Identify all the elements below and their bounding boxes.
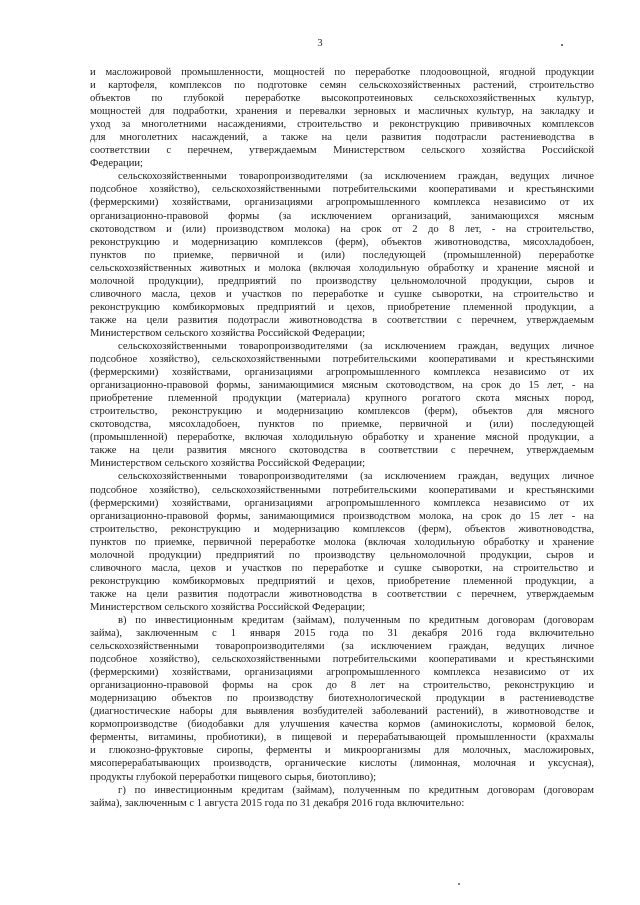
text-line: г) по инвестиционным кредитам (займам), полученным по кредитным договорам (договорам bbox=[118, 784, 594, 796]
text-line: займа), заключенным с 1 августа 2015 года по 31 декабря 2016 года включительно: bbox=[90, 797, 465, 809]
text-line: скотоводства, мясохладобоен, пунктов по приемке, первичной и (или) последующей bbox=[90, 419, 594, 431]
text-line: мясоперерабатывающих производств, органические кислоты (лимонная, молочная и уксусная), bbox=[90, 758, 594, 770]
text-line: организационно-правовой формы (за исключением организаций, занимающихся мясным bbox=[90, 210, 594, 222]
paragraph bbox=[90, 66, 594, 170]
text-line: организационно-правовой формы на срок до 8 лет на строительство, реконструкцию и bbox=[90, 680, 594, 692]
text-line: организационно-правовой формы, занимающимися производством молока, на срок до 15 лет - на bbox=[90, 510, 594, 522]
text-line: также на цели развития мясного скотоводства в соответствии с перечнем, утверждаемым bbox=[90, 445, 594, 457]
text-line: сельскохозяйственными товаропроизводителями (за исключением граждан, ведущих личное bbox=[118, 171, 594, 183]
paragraph bbox=[90, 784, 594, 810]
text-line: организационно-правовой формы, занимающимися мясным скотоводством, на срок до 15 лет, - на bbox=[90, 380, 594, 392]
text-line: сливочного масла, цехов и участков по переработке и сушке сыворотки, на строительство и bbox=[90, 562, 594, 574]
text-line: реконструкцию комбикормовых предприятий и цехов, приобретение племенной продукции, а bbox=[90, 301, 594, 313]
text-line: уход за многолетними насаждениями, строительство и реконструкцию прививочных комплексов bbox=[90, 119, 594, 131]
text-line: подсобное хозяйство), сельскохозяйственными потребительскими кооперативами и крестьянскими bbox=[90, 184, 594, 196]
text-line: для многолетних насаждений, а также на цели развития подотрасли растениеводства в bbox=[90, 132, 594, 144]
text-line: объектов по глубокой переработке высокопротеиновых сельскохозяйственных культур, bbox=[90, 93, 594, 105]
text-line: (фермерскими) хозяйствами, организациями агропромышленного комплекса независимо от их bbox=[90, 497, 594, 509]
text-line: подсобное хозяйство), сельскохозяйственными потребительскими кооперативами и крестьянскими bbox=[90, 484, 594, 496]
text-line: в) по инвестиционным кредитам (займам), полученным по кредитным договорам (договорам bbox=[118, 614, 594, 626]
paragraph bbox=[90, 614, 594, 784]
text-line: модернизацию объектов по производству биотехнологической продукции в растениеводстве bbox=[90, 693, 594, 705]
text-line: реконструкцию и модернизацию комплексов (ферм), объектов животноводства, мясохладобоен, bbox=[90, 236, 594, 248]
text-line: кормопроизводстве (биодобавки для улучшения качества кормов (аминокислоты, кормовой белок, bbox=[90, 719, 594, 731]
text-line: сельскохозяйственными товаропроизводителями (за исключением граждан, ведущих личное bbox=[118, 340, 594, 352]
text-line: пунктов по приемке, первичной и (или) последующей (промышленной) переработке bbox=[90, 249, 594, 261]
text-line: соответствии с перечнем, утверждаемым Министерством сельского хозяйства Российской bbox=[90, 145, 594, 157]
text-line: пунктов по приемке, первичной переработке молока (включая холодильную обработку и хранение bbox=[90, 536, 594, 548]
text-line: сливочного масла, цехов и участков по переработке и сушке сыворотки, на строительство и bbox=[90, 288, 594, 300]
text-line: подсобное хозяйство), сельскохозяйственными потребительскими кооперативами и крестьянскими bbox=[90, 654, 594, 666]
text-line: сельскохозяйственных животных и молока (включая холодильную обработку и хранение мясной и bbox=[90, 262, 594, 274]
text-line: мощностей для подработки, хранения и перевалки зерновых и масличных культур, на закладку и bbox=[90, 106, 594, 118]
text-line: Министерством сельского хозяйства Российской Федерации; bbox=[90, 601, 366, 613]
text-line: строительство, реконструкцию и модернизацию комплексов (ферм), объектов для мясного bbox=[90, 406, 594, 418]
text-line: реконструкцию комбикормовых предприятий и цехов, приобретение племенной продукции, а bbox=[90, 575, 594, 587]
text-line: и масложировой промышленности, мощностей по переработке плодоовощной, ягодной продукции bbox=[90, 67, 594, 78]
text-line: также на цели развития подотрасли животноводства в соответствии с перечнем, утверждаемым bbox=[90, 314, 594, 326]
text-line: (фермерскими) хозяйствами, организациями агропромышленного комплекса независимо от их bbox=[90, 367, 594, 379]
text-line: (промышленной) переработке, включая холодильную обработку и хранение мясной продукции, а bbox=[90, 432, 594, 444]
text-line: подсобное хозяйство), сельскохозяйственными потребительскими кооперативами и крестьянскими bbox=[90, 354, 594, 366]
paragraph bbox=[90, 170, 594, 340]
page-number: 3 bbox=[317, 38, 323, 49]
document-body bbox=[90, 66, 594, 810]
text-line: и глюкозно-фруктовые сиропы, ферменты и микроорганизмы для молочных, масложировых, bbox=[90, 745, 594, 757]
text-line: займа), заключенным с 1 января 2015 года по 31 декабря 2016 года включительно bbox=[90, 628, 594, 640]
text-line: Федерации; bbox=[90, 158, 143, 170]
text-line: также на цели развития подотрасли животноводства в соответствии с перечнем, утверждаемым bbox=[90, 588, 594, 600]
paragraph bbox=[90, 340, 594, 470]
text-line: ферменты, витамины, пробиотики), в пищевой и перерабатывающей промышленности (крахмалы bbox=[90, 732, 594, 744]
text-line: молочной продукции), предприятий по производству цельномолочной продукции, сыров и bbox=[90, 275, 594, 287]
scan-speck bbox=[458, 883, 460, 885]
text-line: (диагностические наборы для выявления возбудителей заболеваний растений), в животноводстве и bbox=[90, 706, 594, 718]
text-line: молочной продукции) предприятий по производству цельномолочной продукции, сыров и bbox=[90, 549, 594, 561]
scan-speck bbox=[561, 44, 563, 46]
text-line: (фермерскими) хозяйствами, организациями агропромышленного комплекса независимо от их bbox=[90, 667, 594, 679]
text-line: строительство, реконструкцию и модернизацию комплексов (ферм), объектов животноводства, bbox=[90, 523, 594, 535]
text-line: и картофеля, комплексов по подготовке семян сельскохозяйственных растений, строительство bbox=[90, 80, 594, 92]
text-line: Министерством сельского хозяйства Российской Федерации; bbox=[90, 327, 366, 339]
paragraph bbox=[90, 470, 594, 614]
text-line: Министерством сельского хозяйства Российской Федерации; bbox=[90, 458, 366, 470]
text-line: продукты глубокой переработки пищевого сырья, биотопливо); bbox=[90, 771, 377, 783]
text-line: скотоводством и (или) производством молока) на срок от 2 до 8 лет, - на строительство, bbox=[90, 223, 594, 235]
text-line: сельскохозяйственными товаропроизводителями (за исключением граждан, ведущих личное bbox=[90, 641, 594, 653]
text-line: приобретение племенной продукции (материала) крупного рогатого скота мясных пород, bbox=[90, 393, 594, 405]
text-line: сельскохозяйственными товаропроизводителями (за исключением граждан, ведущих личное bbox=[118, 471, 594, 483]
text-line: (фермерскими) хозяйствами, организациями агропромышленного комплекса независимо от их bbox=[90, 197, 594, 209]
